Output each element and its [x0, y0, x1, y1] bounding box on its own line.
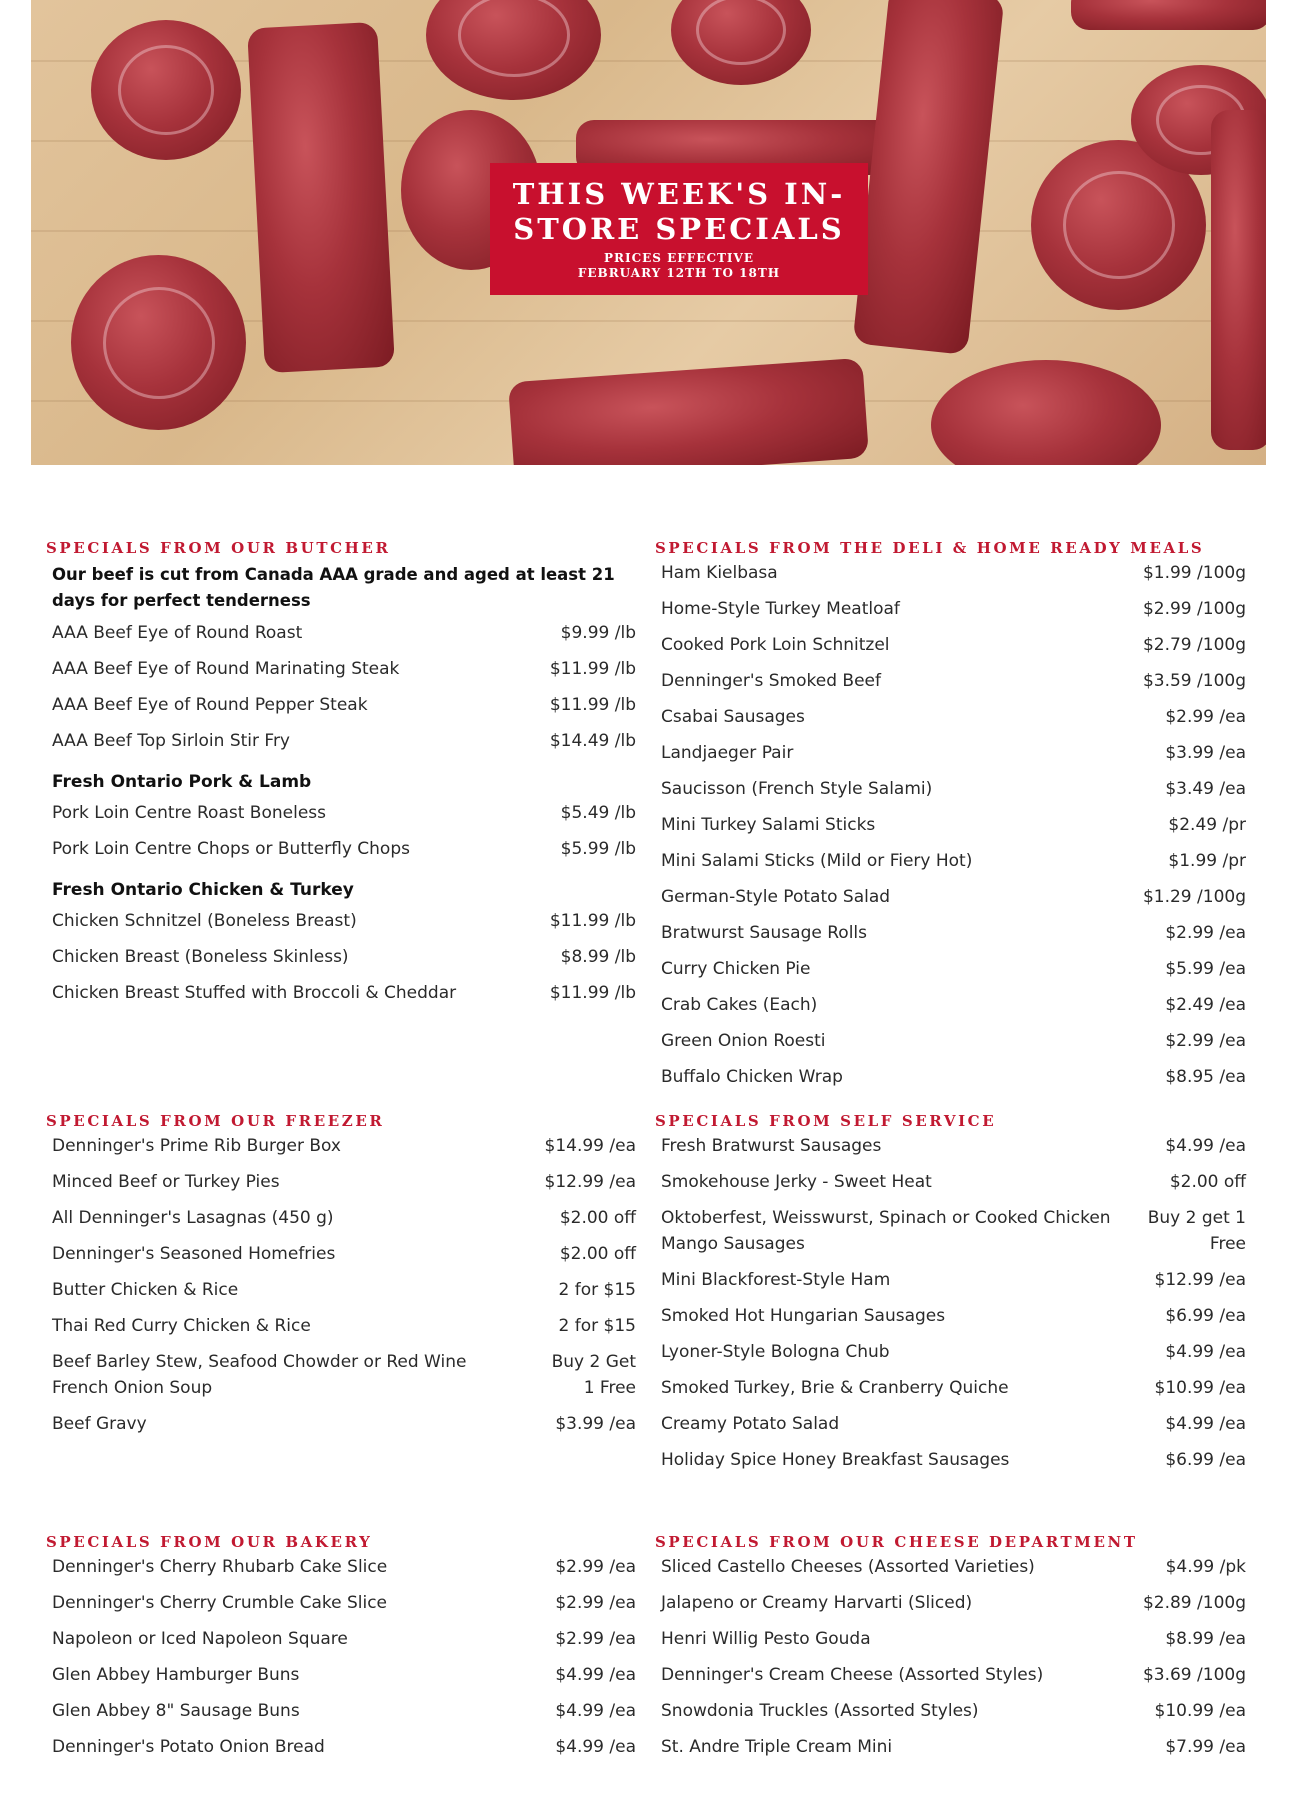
- special-item-row: [661, 1626, 1246, 1652]
- item-price: $8.99 /lb: [560, 947, 636, 967]
- special-item-row: [52, 656, 636, 682]
- item-price: $2.49 /pr: [1168, 815, 1246, 835]
- self-service-specials-section: [655, 1111, 1246, 1483]
- item-price: $3.49 /ea: [1165, 779, 1246, 799]
- item-price: $2.99 /ea: [1165, 923, 1246, 943]
- item-name: Denninger's Cream Cheese (Assorted Styles): [661, 1665, 1044, 1685]
- item-name: AAA Beef Eye of Round Roast: [52, 623, 303, 643]
- item-name: Snowdonia Truckles (Assorted Styles): [661, 1701, 979, 1721]
- section-title: SPECIALS FROM SELF SERVICE: [655, 1112, 997, 1130]
- steak-image: [931, 360, 1161, 465]
- item-name: Denninger's Smoked Beef: [661, 671, 881, 691]
- special-item-row: [52, 1241, 636, 1267]
- special-item-row: [661, 596, 1246, 622]
- item-name: German-Style Potato Salad: [661, 887, 891, 907]
- item-price: $2.00 off: [559, 1208, 636, 1228]
- item-name: AAA Beef Eye of Round Pepper Steak: [52, 695, 368, 715]
- item-name: Chicken Breast (Boneless Skinless): [52, 947, 349, 967]
- item-price: $14.99 /ea: [544, 1136, 636, 1156]
- item-price: $1.99 /pr: [1168, 851, 1246, 871]
- item-price: $8.99 /ea: [1165, 1629, 1246, 1649]
- item-name: Glen Abbey Hamburger Buns: [52, 1665, 300, 1685]
- pork-lamb-heading: Fresh Ontario Pork & Lamb: [52, 772, 312, 792]
- section-title: SPECIALS FROM OUR CHEESE DEPARTMENT: [655, 1533, 1138, 1551]
- item-price: $12.99 /ea: [1154, 1270, 1246, 1290]
- special-item-row: [661, 920, 1246, 946]
- special-item-row: [661, 632, 1246, 658]
- item-name: AAA Beef Top Sirloin Stir Fry: [52, 731, 290, 751]
- item-price: $2.49 /ea: [1165, 995, 1246, 1015]
- item-name: Csabai Sausages: [661, 707, 805, 727]
- special-item-row: [52, 1205, 636, 1231]
- specials-banner: [490, 163, 868, 295]
- item-name: Home-Style Turkey Meatloaf: [661, 599, 900, 619]
- item-name: Curry Chicken Pie: [661, 959, 811, 979]
- item-price: $12.99 /ea: [544, 1172, 636, 1192]
- special-item-row: [661, 1064, 1246, 1090]
- steak-image: [247, 22, 395, 373]
- item-price: $3.69 /100g: [1142, 1665, 1246, 1685]
- item-name: Smoked Turkey, Brie & Cranberry Quiche: [661, 1378, 1009, 1398]
- item-name: Butter Chicken & Rice: [52, 1280, 239, 1300]
- item-name: Chicken Breast Stuffed with Broccoli & Cheddar: [52, 983, 457, 1003]
- item-name: Mini Salami Sticks (Mild or Fiery Hot): [661, 851, 973, 871]
- item-price: $7.99 /ea: [1165, 1737, 1246, 1757]
- item-name: Sliced Castello Cheeses (Assorted Varieties): [661, 1557, 1035, 1577]
- item-price: $2.00 off: [1169, 1172, 1246, 1192]
- item-name: Mini Turkey Salami Sticks: [661, 815, 876, 835]
- special-item-row: [661, 1411, 1246, 1437]
- special-item-row: [52, 1277, 636, 1303]
- special-item-row: [52, 692, 636, 718]
- item-name: All Denninger's Lasagnas (450 g): [52, 1208, 334, 1228]
- steak-image: [852, 0, 1004, 355]
- item-price: $4.99 /ea: [1165, 1342, 1246, 1362]
- item-price: $5.99 /ea: [1165, 959, 1246, 979]
- beef-note: Our beef is cut from Canada AAA grade and aged at least 21 days for perfect tenderness: [52, 565, 615, 610]
- special-item-row: [52, 1626, 636, 1652]
- item-name: Jalapeno or Creamy Harvarti (Sliced): [661, 1593, 973, 1613]
- item-name: Saucisson (French Style Salami): [661, 779, 933, 799]
- section-title: SPECIALS FROM OUR FREEZER: [46, 1112, 385, 1130]
- special-item-row: [661, 1554, 1246, 1580]
- butcher-specials-section: [46, 538, 636, 1016]
- item-price: $11.99 /lb: [549, 983, 636, 1003]
- item-price: $4.99 /ea: [1165, 1414, 1246, 1434]
- special-item-row: [661, 992, 1246, 1018]
- item-price: Buy 2 get 1 Free: [1147, 1208, 1246, 1254]
- item-name: Oktoberfest, Weisswurst, Spinach or Cooked Chicken Mango Sausages: [661, 1208, 1111, 1254]
- special-item-row: [52, 1411, 636, 1437]
- item-name: Glen Abbey 8" Sausage Buns: [52, 1701, 300, 1721]
- item-price: $2.99 /ea: [1165, 1031, 1246, 1051]
- item-price: $2.89 /100g: [1142, 1593, 1246, 1613]
- item-price: 2 for $15: [558, 1280, 636, 1300]
- item-name: Napoleon or Iced Napoleon Square: [52, 1629, 348, 1649]
- item-name: Smokehouse Jerky - Sweet Heat: [661, 1172, 932, 1192]
- special-item-row: [661, 812, 1246, 838]
- special-item-row: [661, 668, 1246, 694]
- item-price: $4.99 /ea: [555, 1701, 636, 1721]
- steak-image: [91, 20, 241, 160]
- item-name: Creamy Potato Salad: [661, 1414, 840, 1434]
- section-title: SPECIALS FROM OUR BUTCHER: [46, 539, 391, 557]
- special-item-row: [661, 1303, 1246, 1329]
- special-item-row: [661, 1447, 1246, 1473]
- banner-subtitle-line2: FEBRUARY 12TH TO 18TH: [577, 266, 781, 280]
- steak-image: [71, 255, 246, 430]
- special-item-row: [661, 956, 1246, 982]
- item-name: Smoked Hot Hungarian Sausages: [661, 1306, 946, 1326]
- item-name: Bratwurst Sausage Rolls: [661, 923, 867, 943]
- item-price: $11.99 /lb: [549, 695, 636, 715]
- special-item-row: [661, 1698, 1246, 1724]
- item-price: $3.99 /ea: [555, 1414, 636, 1434]
- bakery-specials-section: [46, 1532, 636, 1770]
- item-price: $11.99 /lb: [549, 659, 636, 679]
- item-price: $9.99 /lb: [560, 623, 636, 643]
- special-item-row: [52, 980, 636, 1006]
- chicken-turkey-heading: Fresh Ontario Chicken & Turkey: [52, 880, 354, 900]
- special-item-row: [52, 836, 636, 862]
- special-item-row: [52, 728, 636, 754]
- special-item-row: [661, 884, 1246, 910]
- special-item-row: [661, 848, 1246, 874]
- item-name: Beef Barley Stew, Seafood Chowder or Red Wine French Onion Soup: [52, 1352, 467, 1398]
- special-item-row: [661, 1662, 1246, 1688]
- item-name: Beef Gravy: [52, 1414, 147, 1434]
- special-item-row: [661, 1133, 1246, 1159]
- item-price: $2.99 /ea: [555, 1557, 636, 1577]
- item-name: Holiday Spice Honey Breakfast Sausages: [661, 1450, 1010, 1470]
- special-item-row: [661, 1734, 1246, 1760]
- item-price: $6.99 /ea: [1165, 1450, 1246, 1470]
- item-price: $11.99 /lb: [549, 911, 636, 931]
- item-price: $5.99 /lb: [560, 839, 636, 859]
- special-item-row: [52, 620, 636, 646]
- item-name: Denninger's Cherry Rhubarb Cake Slice: [52, 1557, 388, 1577]
- item-price: $4.99 /ea: [555, 1665, 636, 1685]
- item-name: Pork Loin Centre Chops or Butterfly Chops: [52, 839, 410, 859]
- banner-title: THIS WEEK'S IN-STORE SPECIALS: [512, 177, 846, 246]
- item-name: St. Andre Triple Cream Mini: [661, 1737, 893, 1757]
- special-item-row: [661, 1590, 1246, 1616]
- item-price: $4.99 /ea: [1165, 1136, 1246, 1156]
- item-name: Minced Beef or Turkey Pies: [52, 1172, 280, 1192]
- section-title: SPECIALS FROM OUR BAKERY: [46, 1533, 373, 1551]
- special-item-row: [661, 1028, 1246, 1054]
- item-price: $3.59 /100g: [1142, 671, 1246, 691]
- item-price: $10.99 /ea: [1154, 1378, 1246, 1398]
- item-name: Henri Willig Pesto Gouda: [661, 1629, 871, 1649]
- item-price: $2.99 /ea: [555, 1629, 636, 1649]
- item-name: Buffalo Chicken Wrap: [661, 1067, 843, 1087]
- steak-image: [671, 0, 811, 85]
- item-name: Cooked Pork Loin Schnitzel: [661, 635, 890, 655]
- item-price: $8.95 /ea: [1165, 1067, 1246, 1087]
- item-price: $2.79 /100g: [1142, 635, 1246, 655]
- item-price: $4.99 /ea: [555, 1737, 636, 1757]
- item-name: Pork Loin Centre Roast Boneless: [52, 803, 326, 823]
- special-item-row: [52, 1590, 636, 1616]
- special-item-row: [661, 1339, 1246, 1365]
- section-title: SPECIALS FROM THE DELI & HOME READY MEALS: [655, 539, 1205, 557]
- item-price: $10.99 /ea: [1154, 1701, 1246, 1721]
- item-price: $6.99 /ea: [1165, 1306, 1246, 1326]
- special-item-row: [52, 1734, 636, 1760]
- item-price: $4.99 /pk: [1165, 1557, 1246, 1577]
- item-name: Thai Red Curry Chicken & Rice: [52, 1316, 311, 1336]
- special-item-row: [661, 1267, 1246, 1293]
- freezer-specials-section: [46, 1111, 636, 1447]
- steak-image: [1071, 0, 1266, 30]
- item-name: Landjaeger Pair: [661, 743, 794, 763]
- item-price: $1.29 /100g: [1142, 887, 1246, 907]
- item-price: $14.49 /lb: [549, 731, 636, 751]
- steak-image: [508, 358, 869, 465]
- cheese-specials-section: [655, 1532, 1246, 1770]
- special-item-row: [661, 1205, 1246, 1257]
- special-item-row: [661, 1169, 1246, 1195]
- special-item-row: [661, 740, 1246, 766]
- special-item-row: [52, 1349, 636, 1401]
- item-name: AAA Beef Eye of Round Marinating Steak: [52, 659, 400, 679]
- special-item-row: [52, 1133, 636, 1159]
- item-name: Green Onion Roesti: [661, 1031, 826, 1051]
- item-name: Denninger's Prime Rib Burger Box: [52, 1136, 341, 1156]
- item-name: Crab Cakes (Each): [661, 995, 818, 1015]
- item-name: Ham Kielbasa: [661, 563, 778, 583]
- deli-specials-section: [655, 538, 1246, 1100]
- item-name: Fresh Bratwurst Sausages: [661, 1136, 882, 1156]
- special-item-row: [661, 704, 1246, 730]
- item-name: Denninger's Seasoned Homefries: [52, 1244, 336, 1264]
- item-name: Chicken Schnitzel (Boneless Breast): [52, 911, 357, 931]
- item-name: Denninger's Cherry Crumble Cake Slice: [52, 1593, 388, 1613]
- special-item-row: [661, 776, 1246, 802]
- item-price: $2.99 /ea: [1165, 707, 1246, 727]
- item-name: Lyoner-Style Bologna Chub: [661, 1342, 890, 1362]
- item-name: Mini Blackforest-Style Ham: [661, 1270, 891, 1290]
- special-item-row: [661, 1375, 1246, 1401]
- banner-subtitle-line1: PRICES EFFECTIVE: [603, 251, 755, 265]
- special-item-row: [52, 1313, 636, 1339]
- special-item-row: [52, 908, 636, 934]
- item-price: 2 for $15: [558, 1316, 636, 1336]
- item-price: Buy 2 Get 1 Free: [551, 1352, 636, 1398]
- item-price: $1.99 /100g: [1142, 563, 1246, 583]
- item-price: $3.99 /ea: [1165, 743, 1246, 763]
- special-item-row: [52, 1169, 636, 1195]
- item-price: $2.99 /100g: [1142, 599, 1246, 619]
- item-price: $2.99 /ea: [555, 1593, 636, 1613]
- hero-banner-image: [31, 0, 1266, 465]
- item-price: $5.49 /lb: [560, 803, 636, 823]
- item-name: Denninger's Potato Onion Bread: [52, 1737, 325, 1757]
- item-price: $2.00 off: [559, 1244, 636, 1264]
- special-item-row: [52, 800, 636, 826]
- special-item-row: [52, 1662, 636, 1688]
- special-item-row: [52, 1698, 636, 1724]
- steak-image: [426, 0, 601, 100]
- special-item-row: [52, 1554, 636, 1580]
- steak-image: [1211, 110, 1266, 450]
- special-item-row: [52, 944, 636, 970]
- special-item-row: [661, 560, 1246, 586]
